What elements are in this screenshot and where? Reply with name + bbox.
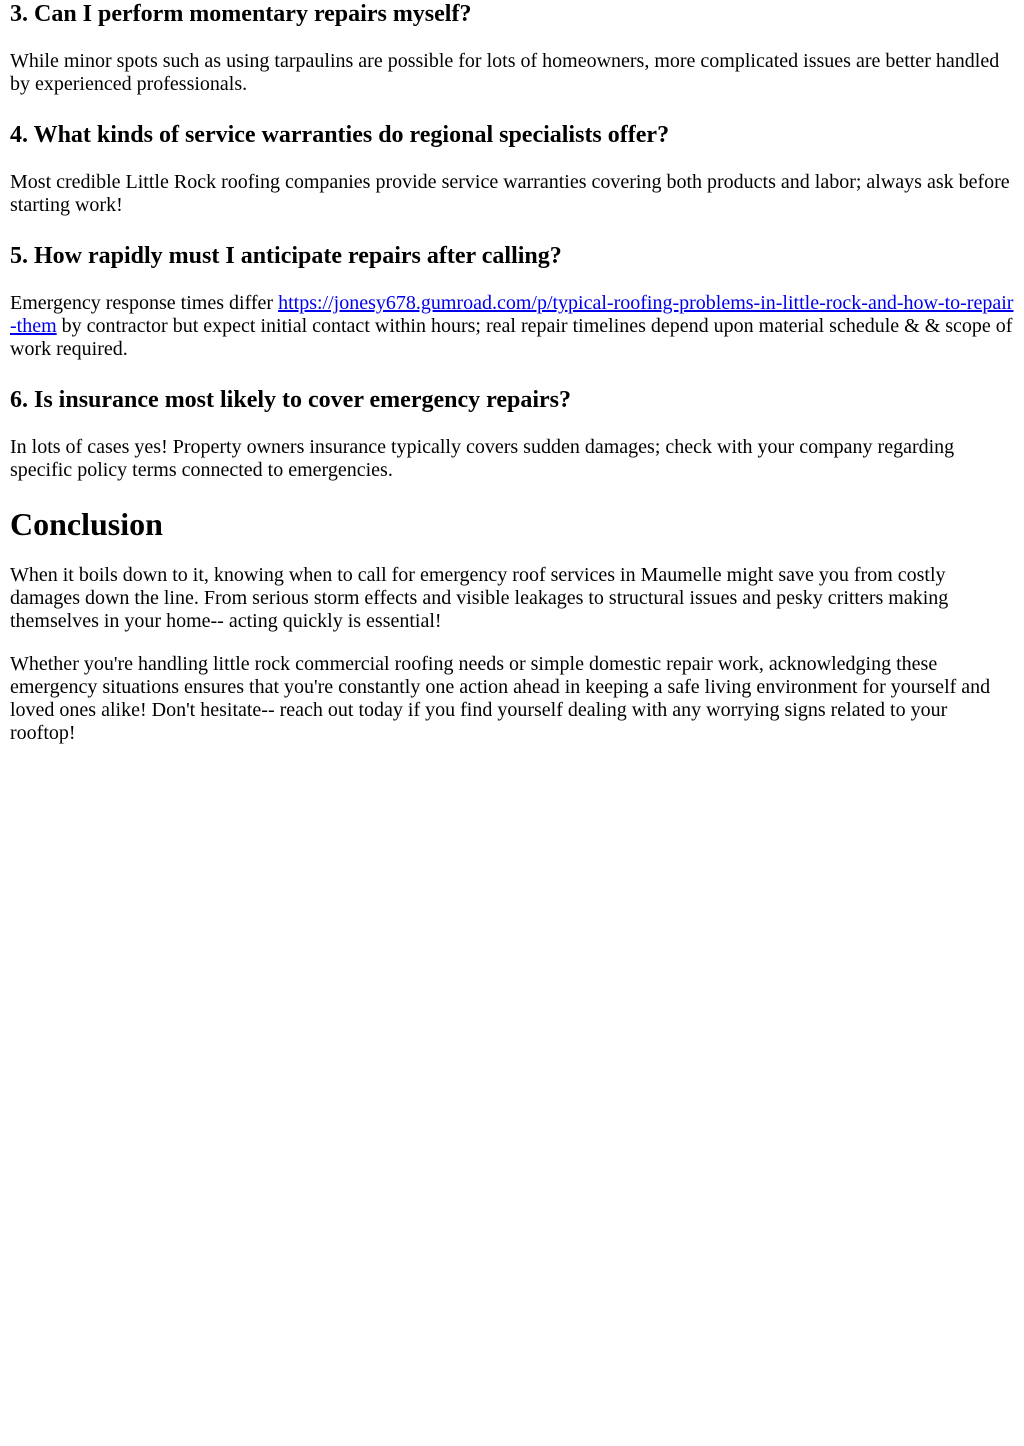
faq-answer-6: In lots of cases yes! Property owners insurance typically covers sudden damages; check with your company regarding specific policy terms connected to emergencies. bbox=[10, 436, 955, 481]
gumroad-link[interactable]: https://jonesy678.gumroad.com/p/typical-roofing-problems-in-little-rock-and-how-to-repair-them bbox=[10, 292, 1014, 337]
faq-answer-5-after: by contractor but expect initial contact within hours; real repair timelines depend upon material schedule & & scope of work required. bbox=[10, 315, 1013, 360]
faq-question-3: 3. Can I perform momentary repairs myself? bbox=[10, 1, 472, 27]
faq-question-5: 5. How rapidly must I anticipate repairs after calling? bbox=[10, 243, 562, 269]
faq-answer-5-before: Emergency response times differ bbox=[10, 292, 279, 314]
faq-answer-4: Most credible Little Rock roofing companies provide service warranties covering both products and labor; always ask before starting work! bbox=[10, 171, 1010, 216]
conclusion-heading: Conclusion bbox=[10, 506, 163, 542]
faq-question-6: 6. Is insurance most likely to cover emergency repairs? bbox=[10, 387, 572, 413]
conclusion-paragraph-2: Whether you're handling little rock commercial roofing needs or simple domestic repair work, acknowledging these emergency situations ensures that you're constantly one action ahead in keeping a safe living environment for yourself and loved ones alike! Don't hesitate-- reach out today if you find yourself dealing with any worrying signs related to your rooftop! bbox=[10, 653, 991, 744]
faq-answer-5 bbox=[10, 292, 1014, 361]
faq-question-4: 4. What kinds of service warranties do regional specialists offer? bbox=[10, 122, 670, 148]
conclusion-paragraph-1: When it boils down to it, knowing when to call for emergency roof services in Maumelle might save you from costly damages down the line. From serious storm effects and visible leakages to structural issues and pesky critters making themselves in your home-- acting quickly is essential! bbox=[10, 564, 949, 632]
faq-answer-3: While minor spots such as using tarpaulins are possible for lots of homeowners, more complicated issues are better handled by experienced professionals. bbox=[10, 50, 1000, 95]
